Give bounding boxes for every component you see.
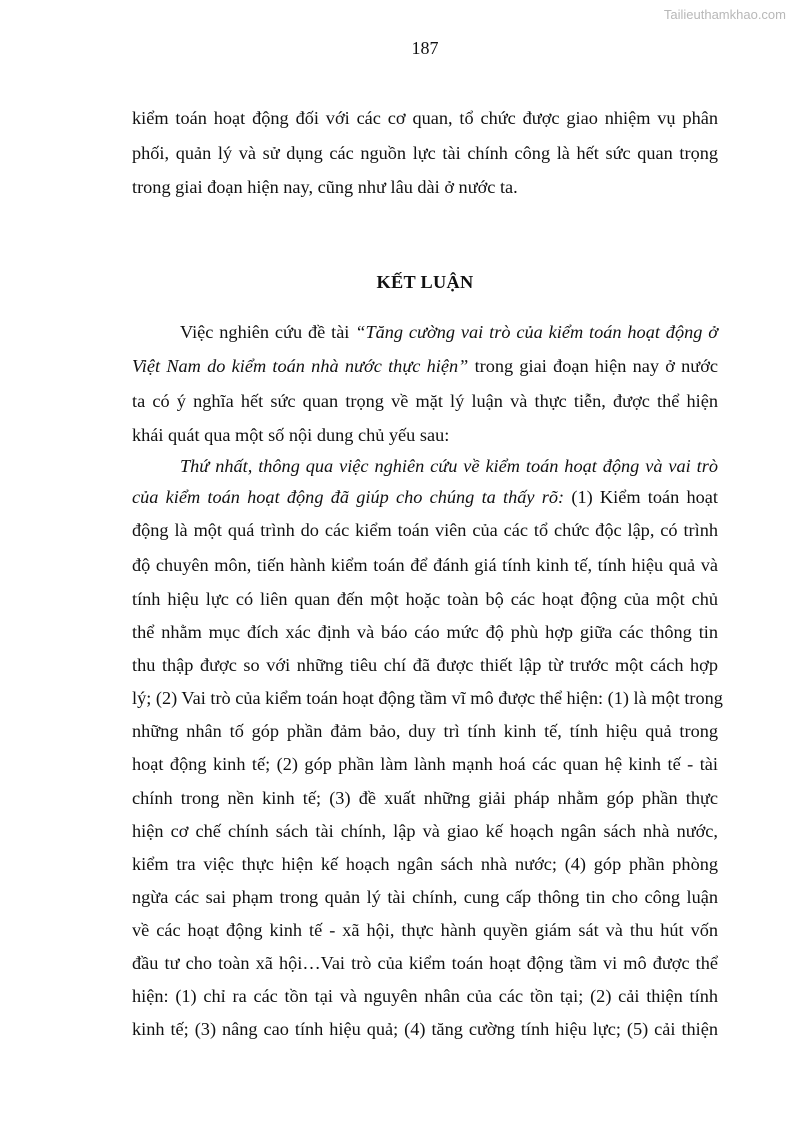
intro-line: trong giai đoạn hiện nay, cũng như lâu dài ở nước ta. xyxy=(132,177,518,197)
paragraph-line: động là một quá trình do các kiểm toán viên của các tổ chức độc lập, có trình xyxy=(132,520,718,540)
paragraph-line: kiểm tra việc thực hiện kế hoạch ngân sách nhà nước; (4) góp phần phòng xyxy=(132,854,718,874)
text-run: trong giai đoạn hiện nay ở nước xyxy=(468,356,719,376)
italic-run: Việt Nam do kiểm toán nhà nước thực hiện” xyxy=(132,356,469,376)
paragraph-line xyxy=(132,354,718,378)
italic-run: “Tăng cường vai trò của kiểm toán hoạt động ở xyxy=(355,322,718,342)
paragraph-line: những nhân tố góp phần đảm bảo, duy trì tính kinh tế, tính hiệu quả trong xyxy=(132,721,718,741)
italic-run: Thứ nhất, thông qua việc nghiên cứu về kiểm toán hoạt động và vai trò xyxy=(180,456,718,476)
paragraph-line xyxy=(132,485,718,509)
paragraph-line: thể nhằm mục đích xác định và báo cáo mức độ phù hợp giữa các thông tin xyxy=(132,622,718,642)
paragraph-line: thu thập được so với những tiêu chí đã được thiết lập từ trước một cách hợp xyxy=(132,655,718,675)
intro-line: phối, quản lý và sử dụng các nguồn lực tài chính công là hết sức quan trọng xyxy=(132,143,718,163)
paragraph-line xyxy=(180,454,718,478)
paragraph-line: hiện cơ chế chính sách tài chính, lập và giao kế hoạch ngân sách nhà nước, xyxy=(132,821,718,841)
paragraph-line: hiện: (1) chỉ ra các tồn tại và nguyên nhân của các tồn tại; (2) cải thiện tính xyxy=(132,986,718,1006)
paragraph-line: ta có ý nghĩa hết sức quan trọng về mặt lý luận và thực tiễn, được thể hiện xyxy=(132,391,718,411)
paragraph-line: đầu tư cho toàn xã hội…Vai trò của kiểm toán hoạt động tầm vi mô được thể xyxy=(132,953,718,973)
section-heading: KẾT LUẬN xyxy=(376,272,474,292)
watermark-text: Tailieuthamkhao.com xyxy=(663,7,786,22)
text-run: (1) Kiểm toán hoạt xyxy=(564,487,718,507)
paragraph-line xyxy=(180,320,718,344)
italic-run: của kiểm toán hoạt động đã giúp cho chúng ta thấy rõ: xyxy=(132,487,565,507)
paragraph-line: khái quát qua một số nội dung chủ yếu sau: xyxy=(132,425,450,445)
paragraph-line: hoạt động kinh tế; (2) góp phần làm lành mạnh hoá các quan hệ kinh tế - tài xyxy=(132,754,718,774)
paragraph-line: lý; (2) Vai trò của kiểm toán hoạt động tầm vĩ mô được thể hiện: (1) là một trong xyxy=(132,688,723,708)
paragraph-line: về các hoạt động kinh tế - xã hội, thực hành quyền giám sát và thu hút vốn xyxy=(132,920,718,940)
paragraph-line: chính trong nền kinh tế; (3) đề xuất những giải pháp nhằm góp phần thực xyxy=(132,788,718,808)
page-number: 187 xyxy=(411,38,439,58)
paragraph-line: kinh tế; (3) nâng cao tính hiệu quả; (4) tăng cường tính hiệu lực; (5) cải thiện xyxy=(132,1019,718,1039)
intro-line: kiểm toán hoạt động đối với các cơ quan, tổ chức được giao nhiệm vụ phân xyxy=(132,108,718,128)
paragraph-line: độ chuyên môn, tiến hành kiểm toán để đánh giá tính kinh tế, tính hiệu quả và xyxy=(132,555,718,575)
paragraph-line: ngừa các sai phạm trong quản lý tài chính, cung cấp thông tin cho công luận xyxy=(132,887,718,907)
paragraph-line: tính hiệu lực có liên quan đến một hoặc toàn bộ các hoạt động của một chủ xyxy=(132,589,718,609)
text-run: Việc nghiên cứu đề tài xyxy=(180,322,356,342)
